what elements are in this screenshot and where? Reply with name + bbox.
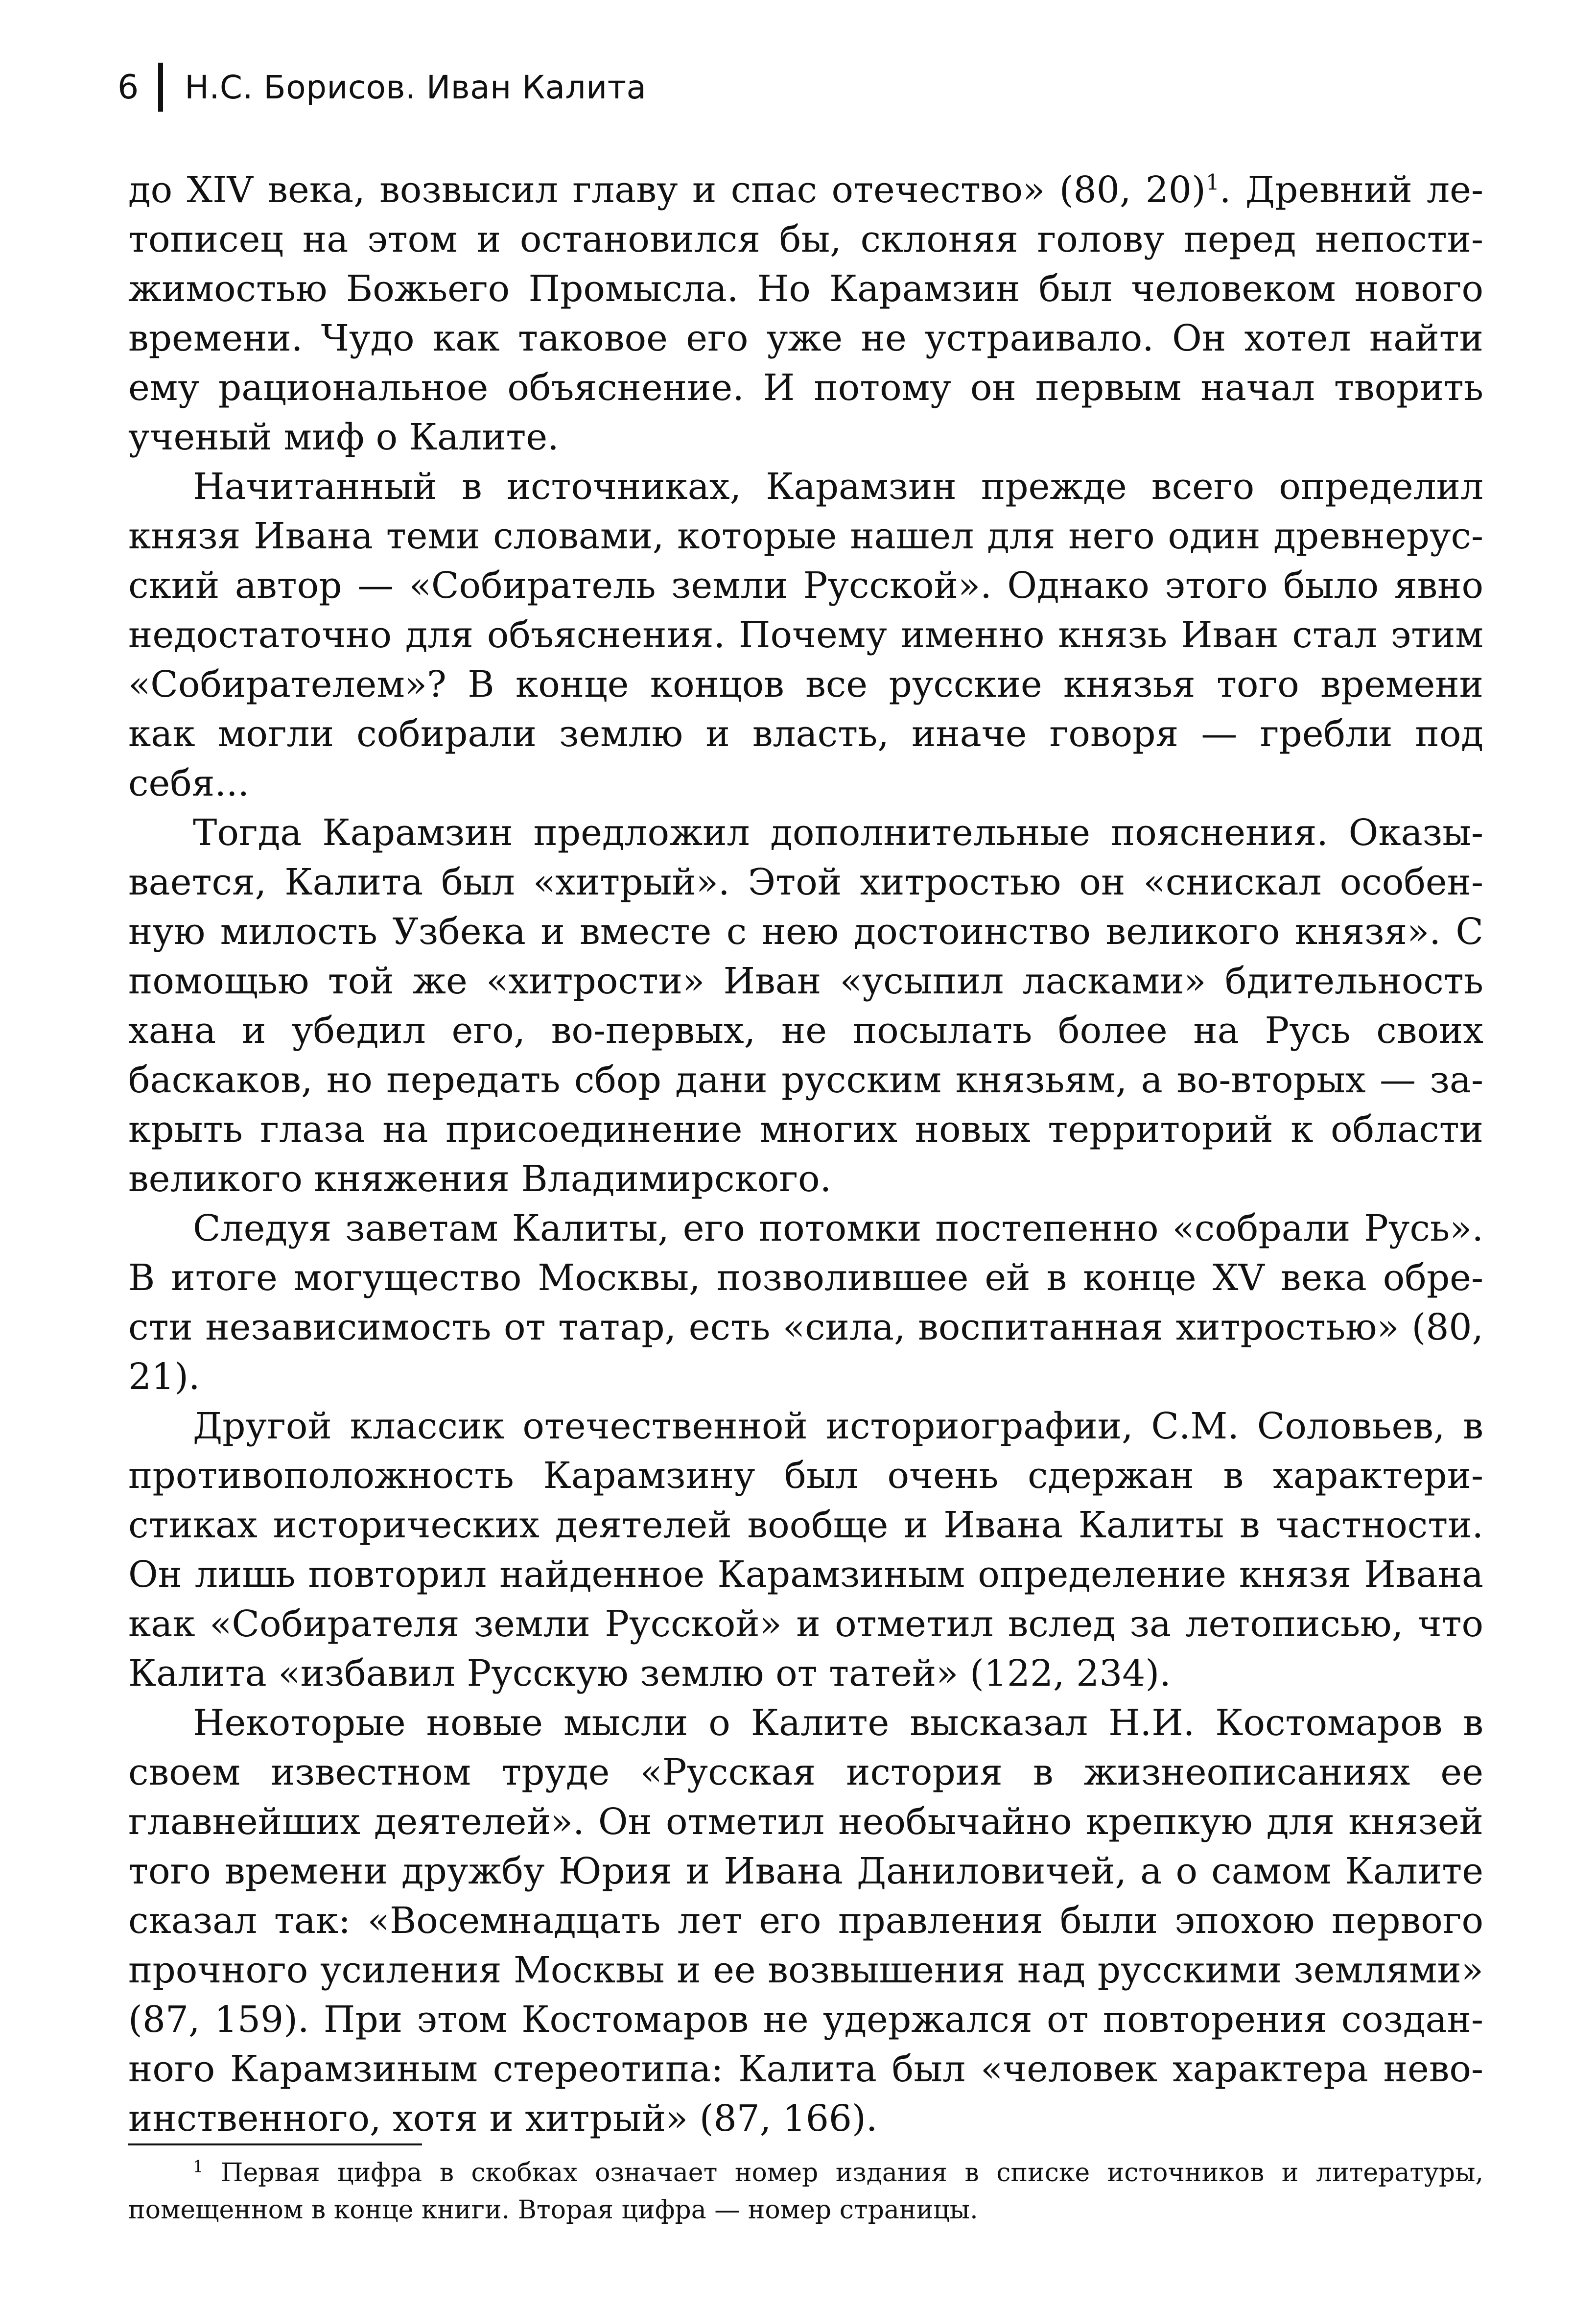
- footnote-marker: 1: [193, 2157, 204, 2177]
- paragraph-5: Другой классик отечественной историографии, С.М. Соловьев, в противоположность Карамзину был очень сдержан в характеристиках исторических деятелей вообще и Ивана Калиты в частности. Он лишь повторил найденное Карамзиным определение князя Ивана как «Собирателя земли Русской» и отметил вслед за летописью, что Калита «избавил Русскую землю от татей» (122, 234).: [128, 1405, 1483, 1695]
- running-title: Н.С. Борисов. Иван Калита: [185, 68, 647, 106]
- paragraph-6: Некоторые новые мысли о Калите высказал Н.И. Костомаров в своем известном труде «Русская история в жизнеописаниях ее главнейших деятелей». Он отметил необычайно крепкую для князей того времени дружбу Юрия и Ивана Даниловичей, а о самом Калите сказал так: «Восемнадцать лет его правления были эпохою первого прочного усиления Москвы и ее возвышения над русскими землями» (87, 159). При этом Костомаров не удержался от повторения созданного Карамзиным стереотипа: Калита был «человек характера невоинственного, хотя и хитрый» (87, 166).: [128, 1702, 1483, 2140]
- paragraph-1: [128, 165, 1483, 462]
- footnote: [128, 2154, 1483, 2229]
- paragraph-3: Тогда Карамзин предложил дополнительные пояснения. Оказывается, Калита был «хитрый». Этой хитростью он «снискал особенную милость Узбека и вместе с нею достоинство великого князя». С помощью той же «хитрости» Иван «усыпил ласками» бдительность хана и убедил его, во-первых, не посылать более на Русь своих баскаков, но передать сбор дани русским князьям, а во-вторых — закрыть глаза на присоединение многих новых территорий к области великого княжения Владимирского.: [128, 812, 1483, 1200]
- paragraph-4: Следуя заветам Калиты, его потомки постепенно «собрали Русь». В итоге могущество Москвы, позволившее ей в конце XV века обрести независимость от татар, есть «сила, воспитанная хитростью» (80, 21).: [128, 1207, 1483, 1398]
- page-number: 6: [117, 68, 139, 107]
- footnote-text: Первая цифра в скобках означает номер издания в списке источников и литературы, помещенном в конце книги. Вторая цифра — номер страницы.: [128, 2158, 1483, 2225]
- paragraph-1-start: до XIV века, возвысил главу и спас отечество» (80, 20): [128, 169, 1206, 211]
- footnote-ref[interactable]: 1: [1205, 170, 1220, 195]
- footnote-divider: [128, 2143, 422, 2145]
- main-text: [128, 165, 1483, 2143]
- paragraph-2: Начитанный в источниках, Карамзин прежде всего определил князя Ивана теми словами, которые нашел для него один древнерусский автор — «Собиратель земли Русской». Однако этого было явно недостаточно для объяснения. Почему именно князь Иван стал этим «Собирателем»? В конце концов все русские князья того времени как могли собирали землю и власть, иначе говоря — гребли под себя...: [128, 466, 1483, 804]
- header-separator-bar: [158, 63, 163, 112]
- paragraph-1-rest: . Древний летописец на этом и остановился бы, склоняя голову перед непостижимостью Божьего Промысла. Но Карамзин был человеком нового времени. Чудо как таковое его уже не устраивало. Он хотел найти ему рациональное объяснение. И потому он первым начал творить ученый миф о Калите.: [128, 169, 1483, 458]
- running-head: [117, 58, 647, 117]
